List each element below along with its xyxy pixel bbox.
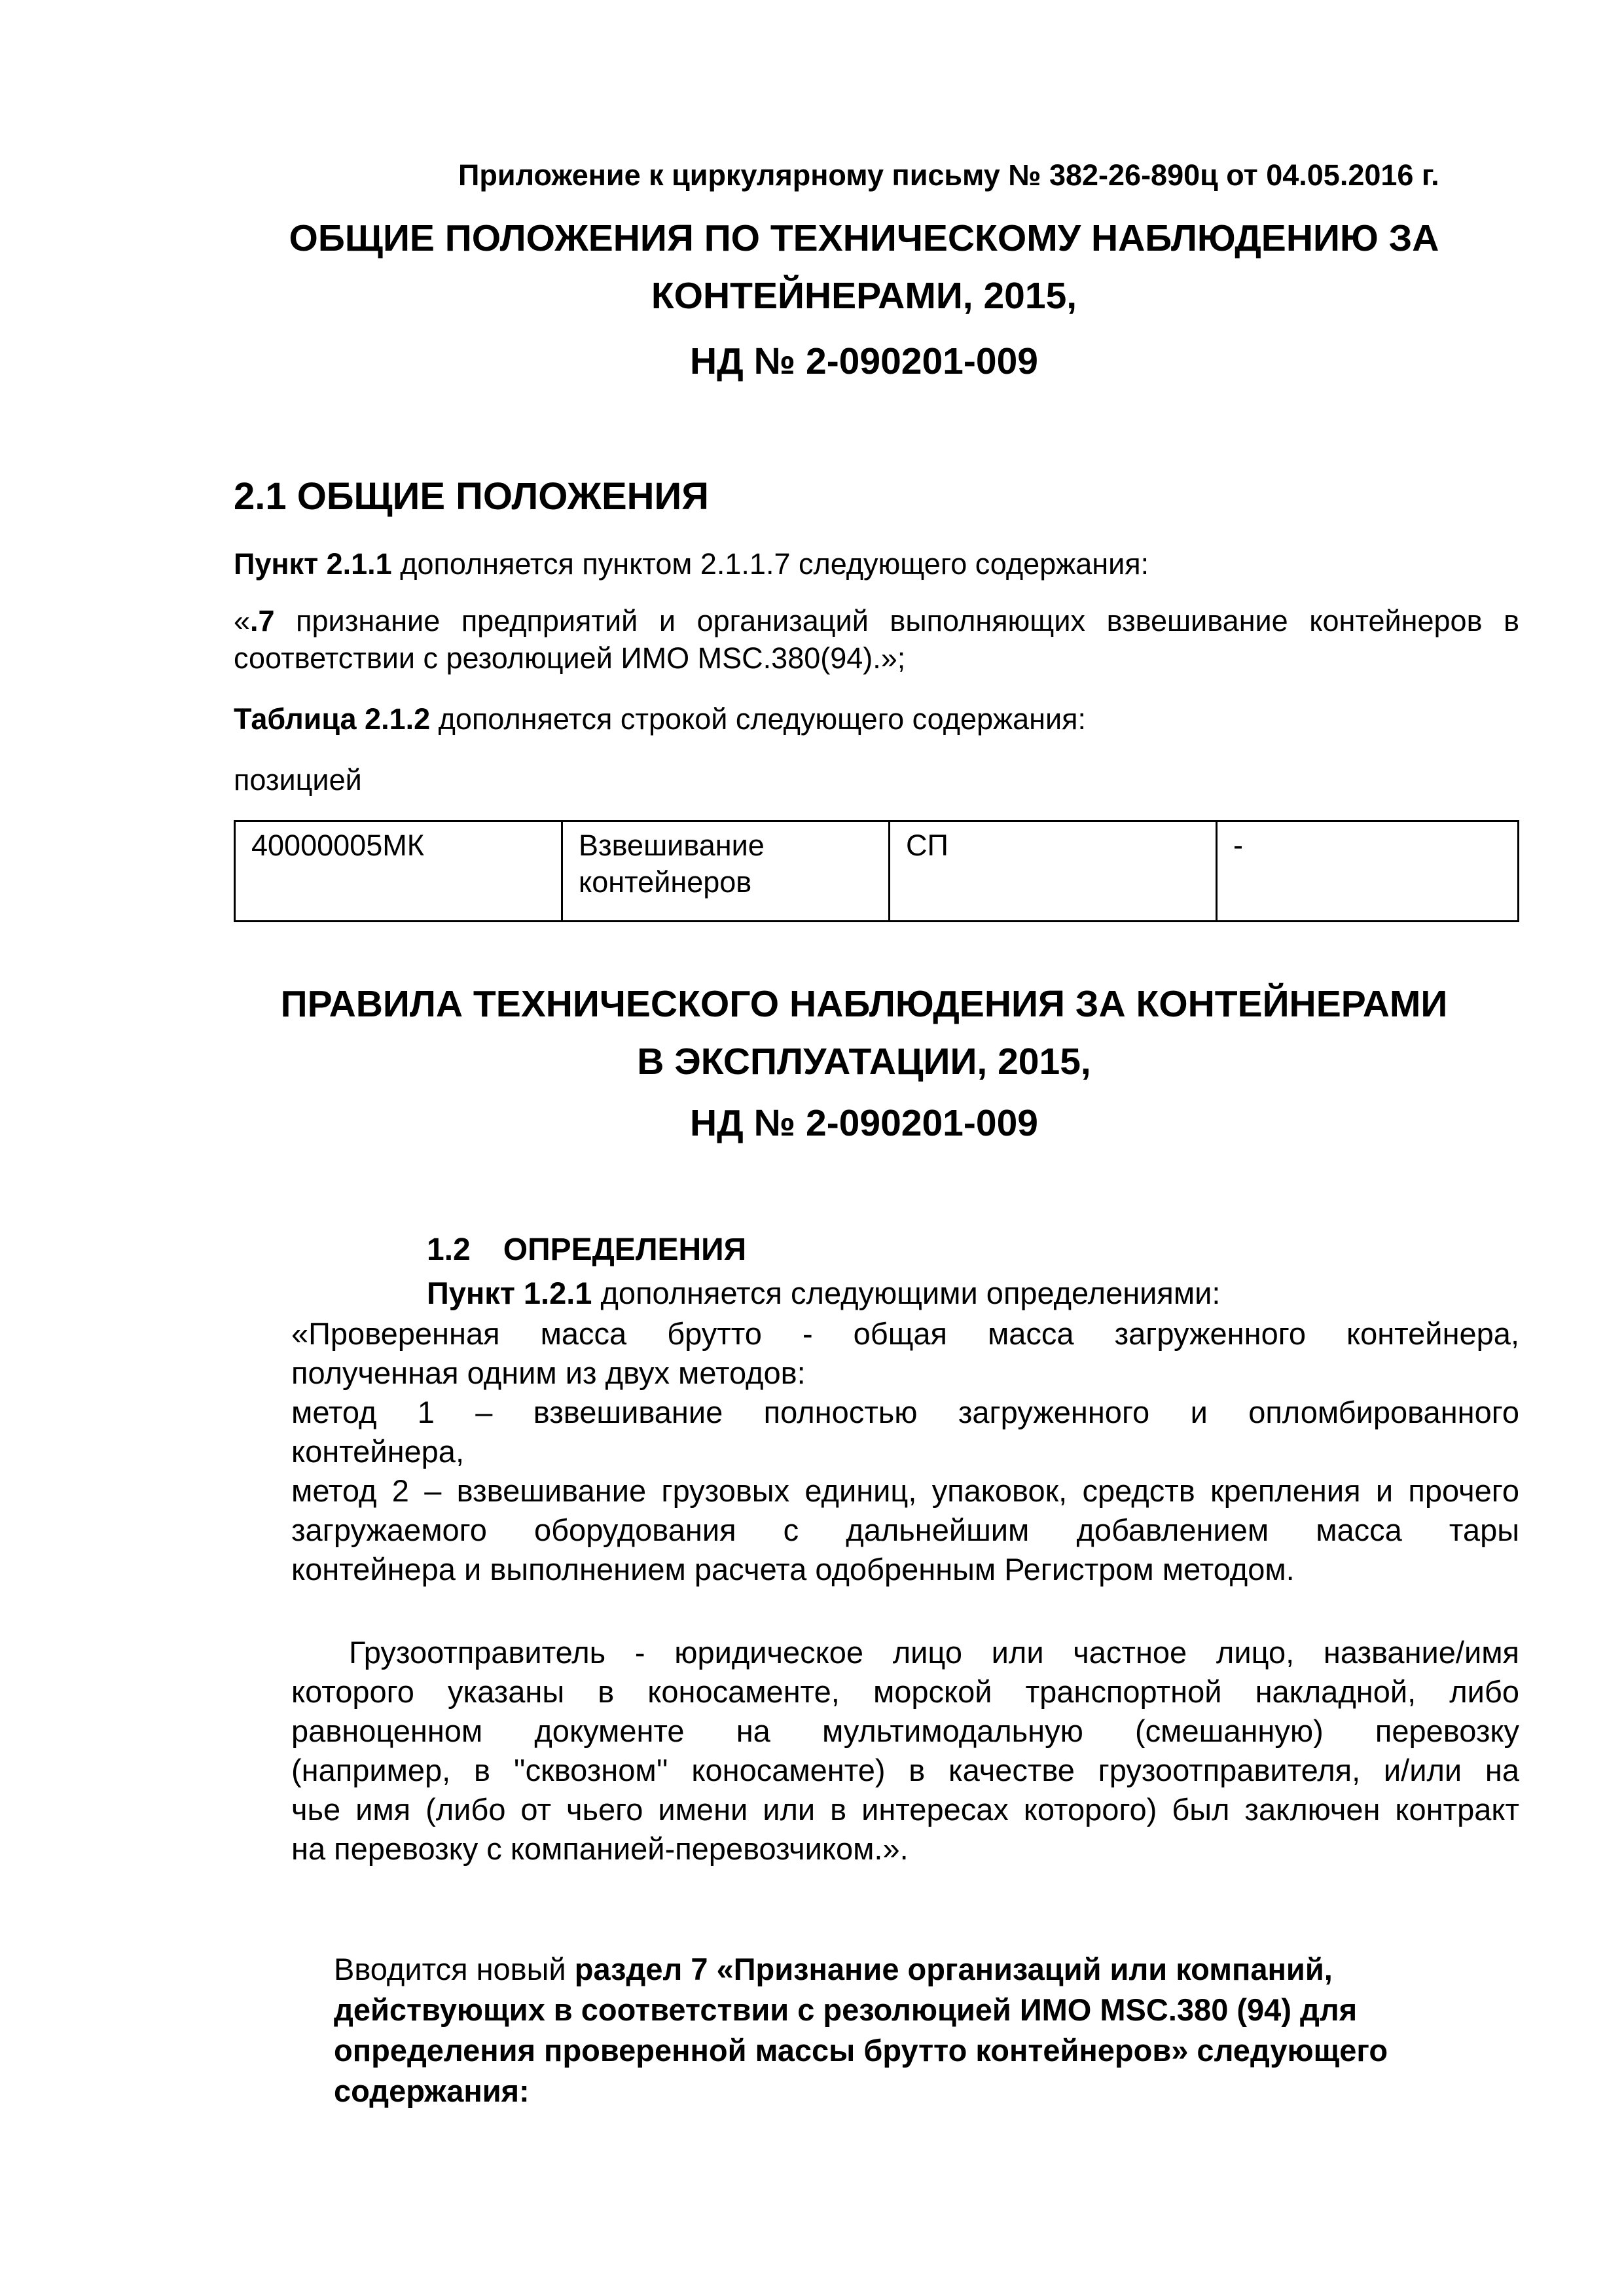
definition-line: загружаемого оборудования с дальнейшим добавлением масса тары (291, 1513, 1519, 1547)
table-cell-note: - (1217, 821, 1519, 922)
section-1-2-title: ОПРЕДЕЛЕНИЯ (503, 1232, 747, 1267)
section-1-2-heading (427, 1232, 746, 1268)
table-2-1-2-text: дополняется строкой следующего содержания: (430, 702, 1086, 736)
definition-line: метод 2 – взвешивание грузовых единиц, упаковок, средств крепления и прочего (291, 1473, 1519, 1508)
definition-line: полученная одним из двух методов: (291, 1355, 806, 1390)
point-1-2-1-label: Пункт 1.2.1 (427, 1276, 592, 1310)
new-section-title-line: раздел 7 «Признание организаций или компаний, (574, 1952, 1333, 1986)
definition-line: метод 1 – взвешивание полностью загруженного и опломбированного (291, 1395, 1519, 1429)
doc2-title-line1: ПРАВИЛА ТЕХНИЧЕСКОГО НАБЛЮДЕНИЯ ЗА КОНТЕЙНЕРАМИ (280, 983, 1448, 1025)
table-cell-code: 40000005МК (235, 821, 562, 922)
doc1-title-line1: ОБЩИЕ ПОЛОЖЕНИЯ ПО ТЕХНИЧЕСКОМУ НАБЛЮДЕНИЮ ЗА (289, 217, 1439, 259)
definition-line: «Проверенная масса брутто - общая масса загруженного контейнера, (291, 1316, 1519, 1351)
section-2-1-paragraph-1 (234, 545, 1519, 583)
definition-line: контейнера, (291, 1434, 465, 1469)
new-section-intro (334, 1949, 1519, 2111)
point-2-1-1-text: дополняется пунктом 2.1.1.7 следующего содержания: (391, 547, 1149, 581)
section-2-1-paragraph-3 (234, 700, 1519, 738)
shipper-line: чье имя (либо от чьего имени или в интересах которого) был заключен контракт (291, 1792, 1519, 1827)
paragraph-2-line-1 (234, 602, 1519, 639)
shipper-line: равноценном документе на мультимодальную (смешанную) перевозку (291, 1713, 1519, 1748)
shipper-definition (291, 1633, 1519, 1869)
doc1-title-line2: КОНТЕЙНЕРАМИ, 2015, (651, 275, 1077, 317)
paragraph-2-line-2: соответствии с резолюцией ИМО MSC.380(94).»; (234, 641, 906, 675)
point-1-2-1-text: дополняется следующими определениями: (592, 1276, 1221, 1310)
table-row (235, 821, 1519, 922)
shipper-line: которого указаны в коносаменте, морской транспортной накладной, либо (291, 1674, 1519, 1709)
section-2-1-heading: 2.1 ОБЩИЕ ПОЛОЖЕНИЯ (234, 475, 709, 518)
doc2-title-line2: В ЭКСПЛУАТАЦИИ, 2015, (637, 1041, 1091, 1083)
new-section-title-line: содержания: (334, 2073, 530, 2108)
doc1-title (232, 209, 1496, 325)
table-cell-type: СП (890, 821, 1217, 922)
table-cell-description: Взвешивание контейнеров (562, 821, 890, 922)
table-2-1-2-label: Таблица 2.1.2 (234, 702, 431, 736)
definitions-block (291, 1314, 1519, 1589)
section-1-2-number: 1.2 (427, 1232, 471, 1267)
point-2-1-1-label: Пункт 2.1.1 (234, 547, 392, 581)
doc2-title (232, 975, 1496, 1090)
item-7-label: .7 (250, 604, 275, 637)
section-1-2-paragraph-1 (427, 1274, 1221, 1313)
shipper-line: (например, в ''сквозном'' коносаменте) в качестве грузоотправителя, и/или на (291, 1753, 1519, 1787)
doc1-nd-number: НД № 2-090201-009 (690, 340, 1038, 382)
definition-line: контейнера и выполнением расчета одобренным Регистром методом. (291, 1552, 1295, 1587)
appendix-note: Приложение к циркулярному письму № 382-26-890ц от 04.05.2016 г. (458, 158, 1439, 192)
shipper-line: на перевозку с компанией-перевозчиком.». (291, 1831, 909, 1866)
shipper-line: Грузоотправитель - юридическое лицо или частное лицо, название/имя (349, 1635, 1519, 1670)
position-table (234, 820, 1519, 922)
new-section-line-1 (334, 1949, 1519, 1990)
item-7-text: признание предприятий и организаций выполняющих взвешивание контейнеров в (274, 604, 1519, 637)
quote-open: « (234, 604, 251, 637)
position-label: позицией (234, 763, 362, 797)
new-section-lead: Вводится новый (334, 1952, 575, 1986)
doc2-nd-number: НД № 2-090201-009 (690, 1102, 1038, 1144)
new-section-title-line: действующих в соответствии с резолюцией ИМО MSC.380 (94) для (334, 1992, 1358, 2027)
section-2-1-paragraph-2 (234, 602, 1519, 677)
new-section-title-line: определения проверенной массы брутто контейнеров» следующего (334, 2033, 1388, 2068)
